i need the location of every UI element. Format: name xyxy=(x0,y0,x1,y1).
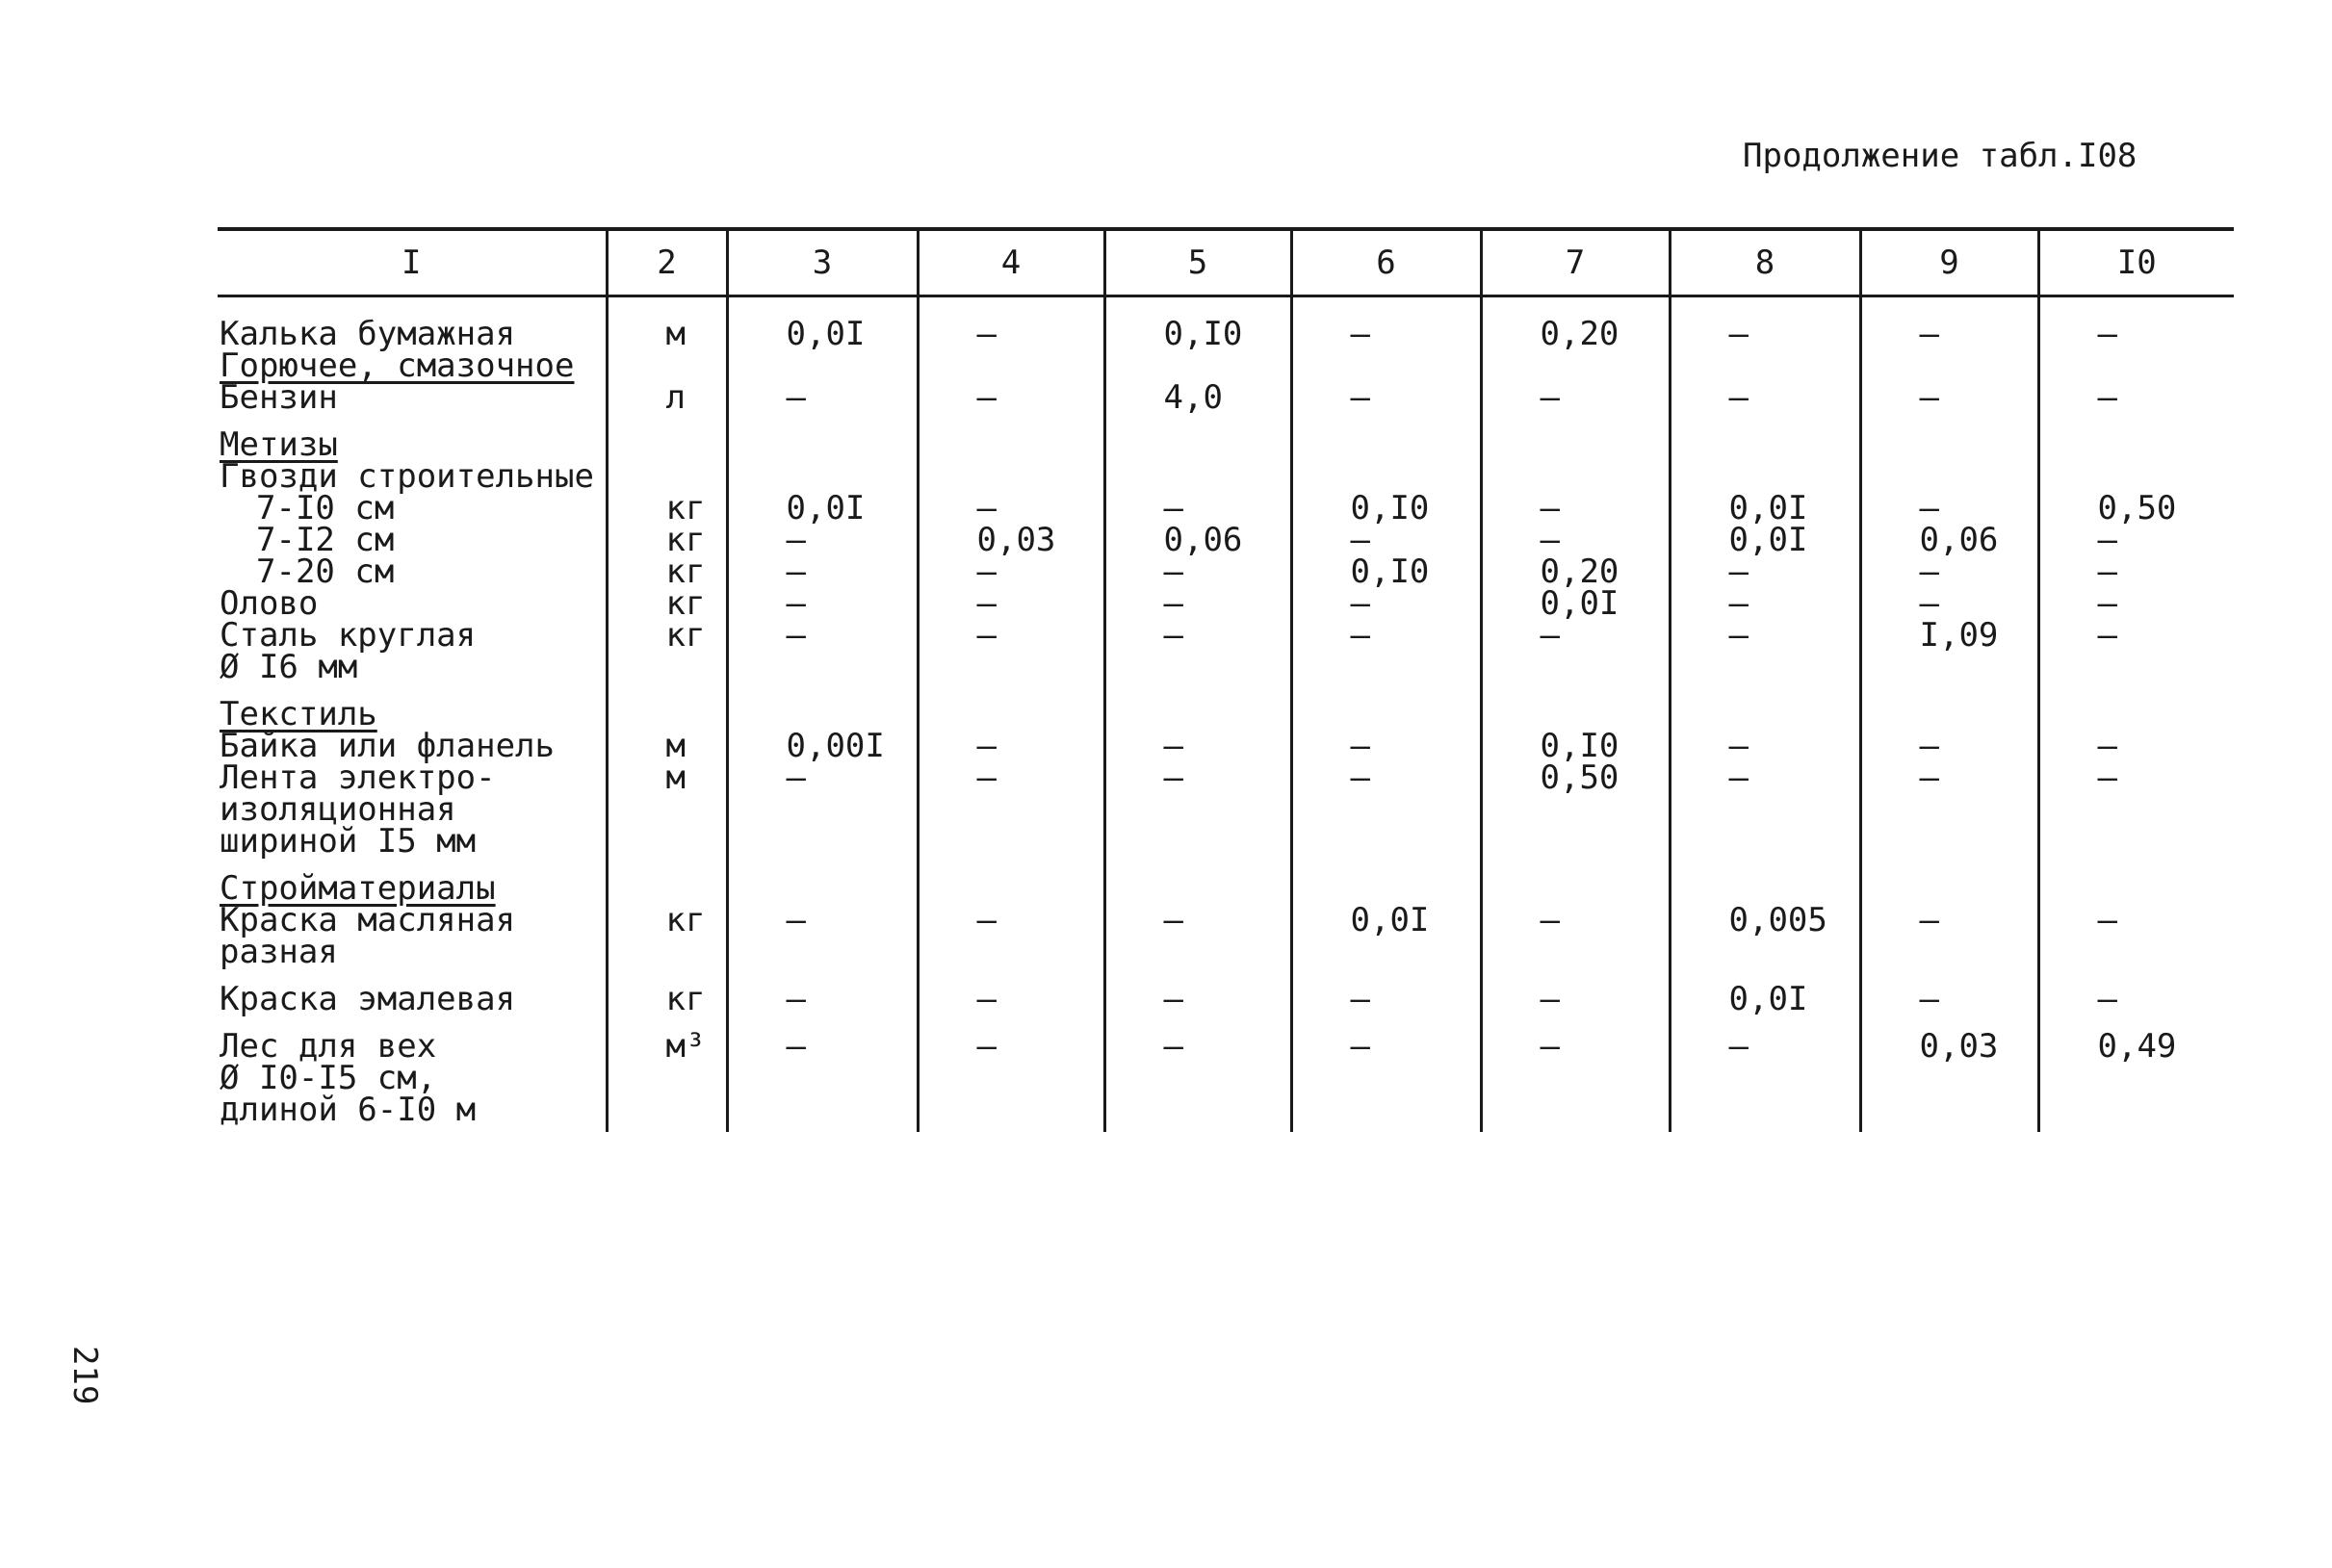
value-cell-col9: – xyxy=(1860,905,2038,968)
unit-cell: м xyxy=(607,762,727,858)
unit-cell: кг xyxy=(607,556,727,588)
column-header-3: 3 xyxy=(727,229,918,296)
value-cell-col4: – xyxy=(918,762,1104,858)
value-cell-col6 xyxy=(1291,683,1481,731)
value-cell-col7: – xyxy=(1481,905,1670,968)
unit-cell: кг xyxy=(607,905,727,968)
value-cell-col3: 0,00I xyxy=(727,731,918,762)
section-row xyxy=(218,414,2234,461)
value-cell-col8 xyxy=(1670,350,1860,382)
value-cell-col6: – xyxy=(1291,968,1481,1015)
value-cell-col7: 0,50 xyxy=(1481,762,1670,858)
value-cell-col7: – xyxy=(1481,620,1670,683)
material-name: Лента электро- изоляционная шириной I5 мм xyxy=(220,758,496,861)
value-cell-col7: 0,20 xyxy=(1481,556,1670,588)
value-cell-col3: – xyxy=(727,556,918,588)
value-cell-col10: – xyxy=(2038,556,2234,588)
value-cell-col3: – xyxy=(727,762,918,858)
material-name: 7-20 см xyxy=(256,553,395,591)
value-cell-col4 xyxy=(918,683,1104,731)
value-cell-col5: – xyxy=(1104,905,1291,968)
value-cell-col4 xyxy=(918,414,1104,461)
value-cell-col4: – xyxy=(918,968,1104,1015)
value-cell-col5: 4,0 xyxy=(1104,382,1291,414)
value-cell-col3: 0,0I xyxy=(727,493,918,525)
value-cell-col10: – xyxy=(2038,968,2234,1015)
value-cell-col8 xyxy=(1670,414,1860,461)
value-cell-col5: – xyxy=(1104,588,1291,620)
value-cell-col9 xyxy=(1860,461,2038,493)
table-continuation-caption: Продолжение табл.I08 xyxy=(1743,137,2138,175)
value-cell-col7: 0,0I xyxy=(1481,588,1670,620)
value-cell-col3: – xyxy=(727,620,918,683)
value-cell-col4: – xyxy=(918,620,1104,683)
value-cell-col5: 0,06 xyxy=(1104,525,1291,556)
value-cell-col8: 0,005 xyxy=(1670,905,1860,968)
unit-cell: м xyxy=(607,296,727,351)
column-header-1: I xyxy=(218,229,607,296)
value-cell-col10: – xyxy=(2038,588,2234,620)
value-cell-col6 xyxy=(1291,414,1481,461)
value-cell-col10: – xyxy=(2038,905,2234,968)
page-number: 219 xyxy=(65,1346,104,1405)
value-cell-col9: – xyxy=(1860,762,2038,858)
value-cell-col9: – xyxy=(1860,968,2038,1015)
material-name: Калька бумажная xyxy=(220,315,516,353)
column-header-8: 8 xyxy=(1670,229,1860,296)
table-body xyxy=(218,296,2234,1133)
value-cell-col5 xyxy=(1104,683,1291,731)
value-cell-col8: – xyxy=(1670,731,1860,762)
value-cell-col8: 0,0I xyxy=(1670,525,1860,556)
value-cell-col4: – xyxy=(918,588,1104,620)
material-name: Олово xyxy=(220,584,319,623)
value-cell-col10: 0,49 xyxy=(2038,1015,2234,1132)
value-cell-col8: – xyxy=(1670,296,1860,351)
value-cell-col4: – xyxy=(918,296,1104,351)
value-cell-col6: – xyxy=(1291,296,1481,351)
value-cell-col6: – xyxy=(1291,382,1481,414)
unit-cell: кг xyxy=(607,493,727,525)
value-cell-col9 xyxy=(1860,350,2038,382)
material-name: Байка или фланель xyxy=(220,727,555,765)
table-row xyxy=(218,296,2234,351)
value-cell-col5: – xyxy=(1104,762,1291,858)
value-cell-col4 xyxy=(918,858,1104,905)
value-cell-col3 xyxy=(727,414,918,461)
column-header-2: 2 xyxy=(607,229,727,296)
value-cell-col9: 0,03 xyxy=(1860,1015,2038,1132)
value-cell-col7: – xyxy=(1481,525,1670,556)
value-cell-col5: – xyxy=(1104,493,1291,525)
unit-cell: кг xyxy=(607,968,727,1015)
unit-cell: кг xyxy=(607,525,727,556)
value-cell-col4: 0,03 xyxy=(918,525,1104,556)
value-cell-col10: – xyxy=(2038,620,2234,683)
value-cell-col7: – xyxy=(1481,382,1670,414)
value-cell-col10: – xyxy=(2038,296,2234,351)
value-cell-col10: 0,50 xyxy=(2038,493,2234,525)
material-name: Краска эмалевая xyxy=(220,980,516,1018)
value-cell-col9: – xyxy=(1860,556,2038,588)
value-cell-col4: – xyxy=(918,731,1104,762)
value-cell-col3: – xyxy=(727,588,918,620)
value-cell-col10 xyxy=(2038,414,2234,461)
section-title: Метизы xyxy=(220,425,338,464)
value-cell-col6: – xyxy=(1291,588,1481,620)
column-header-9: 9 xyxy=(1860,229,2038,296)
value-cell-col3 xyxy=(727,858,918,905)
value-cell-col6 xyxy=(1291,858,1481,905)
material-name: 7-I0 см xyxy=(256,489,395,527)
value-cell-col5: – xyxy=(1104,556,1291,588)
value-cell-col3: – xyxy=(727,905,918,968)
table-row xyxy=(218,968,2234,1015)
table-row xyxy=(218,762,2234,858)
unit-cell: м³ xyxy=(607,1015,727,1132)
value-cell-col7 xyxy=(1481,414,1670,461)
value-cell-col4: – xyxy=(918,493,1104,525)
unit-cell: кг xyxy=(607,588,727,620)
value-cell-col5: – xyxy=(1104,731,1291,762)
materials-table xyxy=(218,227,2234,1132)
column-header-7: 7 xyxy=(1481,229,1670,296)
value-cell-col6: – xyxy=(1291,525,1481,556)
material-name: Лес для вех Ø I0-I5 см, длиной 6-I0 м xyxy=(220,1027,477,1129)
value-cell-col3: – xyxy=(727,1015,918,1132)
section-title: Текстиль xyxy=(220,695,377,733)
value-cell-col7 xyxy=(1481,461,1670,493)
value-cell-col6: – xyxy=(1291,762,1481,858)
material-name: Гвозди строительные xyxy=(220,457,594,496)
value-cell-col9: – xyxy=(1860,731,2038,762)
value-cell-col10: – xyxy=(2038,762,2234,858)
value-cell-col8: – xyxy=(1670,620,1860,683)
section-title: Горючее, смазочное xyxy=(220,347,575,385)
column-header-5: 5 xyxy=(1104,229,1291,296)
column-header-6: 6 xyxy=(1291,229,1481,296)
value-cell-col4: – xyxy=(918,382,1104,414)
material-name: Краска масляная разная xyxy=(220,901,516,971)
value-cell-col9 xyxy=(1860,683,2038,731)
section-title: Стройматериалы xyxy=(220,869,496,908)
value-cell-col7: 0,I0 xyxy=(1481,731,1670,762)
value-cell-col10: – xyxy=(2038,525,2234,556)
value-cell-col10 xyxy=(2038,683,2234,731)
value-cell-col6 xyxy=(1291,350,1481,382)
value-cell-col3: – xyxy=(727,382,918,414)
value-cell-col9: I,09 xyxy=(1860,620,2038,683)
unit-cell xyxy=(607,683,727,731)
value-cell-col9: – xyxy=(1860,588,2038,620)
value-cell-col6: – xyxy=(1291,1015,1481,1132)
value-cell-col5 xyxy=(1104,461,1291,493)
value-cell-col3: 0,0I xyxy=(727,296,918,351)
value-cell-col9: – xyxy=(1860,493,2038,525)
value-cell-col10: – xyxy=(2038,382,2234,414)
value-cell-col6: – xyxy=(1291,620,1481,683)
value-cell-col9: – xyxy=(1860,296,2038,351)
value-cell-col6: 0,I0 xyxy=(1291,493,1481,525)
value-cell-col5 xyxy=(1104,414,1291,461)
value-cell-col9: – xyxy=(1860,382,2038,414)
table-row xyxy=(218,382,2234,414)
value-cell-col9: 0,06 xyxy=(1860,525,2038,556)
unit-cell: м xyxy=(607,731,727,762)
value-cell-col8: – xyxy=(1670,1015,1860,1132)
value-cell-col6: 0,I0 xyxy=(1291,556,1481,588)
value-cell-col8: – xyxy=(1670,588,1860,620)
value-cell-col3: – xyxy=(727,525,918,556)
unit-cell: л xyxy=(607,382,727,414)
material-name: Сталь круглая Ø I6 мм xyxy=(220,616,477,686)
value-cell-col3: – xyxy=(727,968,918,1015)
unit-cell xyxy=(607,414,727,461)
table-row xyxy=(218,620,2234,683)
value-cell-col4: – xyxy=(918,556,1104,588)
value-cell-col7: 0,20 xyxy=(1481,296,1670,351)
value-cell-col8 xyxy=(1670,858,1860,905)
value-cell-col8: – xyxy=(1670,556,1860,588)
table-row xyxy=(218,1015,2234,1132)
value-cell-col7: – xyxy=(1481,968,1670,1015)
section-row xyxy=(218,683,2234,731)
value-cell-col4: – xyxy=(918,1015,1104,1132)
value-cell-col4 xyxy=(918,350,1104,382)
value-cell-col5: 0,I0 xyxy=(1104,296,1291,351)
value-cell-col6: 0,0I xyxy=(1291,905,1481,968)
value-cell-col5: – xyxy=(1104,620,1291,683)
value-cell-col5: – xyxy=(1104,968,1291,1015)
value-cell-col3 xyxy=(727,350,918,382)
table-row xyxy=(218,905,2234,968)
value-cell-col4: – xyxy=(918,905,1104,968)
value-cell-col3 xyxy=(727,683,918,731)
value-cell-col7 xyxy=(1481,683,1670,731)
value-cell-col8: 0,0I xyxy=(1670,493,1860,525)
header-row xyxy=(218,229,2234,296)
value-cell-col7: – xyxy=(1481,1015,1670,1132)
value-cell-col8 xyxy=(1670,683,1860,731)
column-header-4: 4 xyxy=(918,229,1104,296)
section-row xyxy=(218,858,2234,905)
value-cell-col8: 0,0I xyxy=(1670,968,1860,1015)
material-name: 7-I2 см xyxy=(256,521,395,559)
value-cell-col10 xyxy=(2038,350,2234,382)
value-cell-col9 xyxy=(1860,858,2038,905)
material-name: Бензин xyxy=(220,378,338,417)
value-cell-col7 xyxy=(1481,858,1670,905)
value-cell-col4 xyxy=(918,461,1104,493)
value-cell-col9 xyxy=(1860,414,2038,461)
value-cell-col5 xyxy=(1104,858,1291,905)
unit-cell: кг xyxy=(607,620,727,683)
unit-cell xyxy=(607,858,727,905)
value-cell-col10 xyxy=(2038,858,2234,905)
column-header-10: I0 xyxy=(2038,229,2234,296)
value-cell-col10: – xyxy=(2038,731,2234,762)
value-cell-col8: – xyxy=(1670,762,1860,858)
value-cell-col5: – xyxy=(1104,1015,1291,1132)
value-cell-col7: – xyxy=(1481,493,1670,525)
value-cell-col6: – xyxy=(1291,731,1481,762)
value-cell-col7 xyxy=(1481,350,1670,382)
value-cell-col8: – xyxy=(1670,382,1860,414)
